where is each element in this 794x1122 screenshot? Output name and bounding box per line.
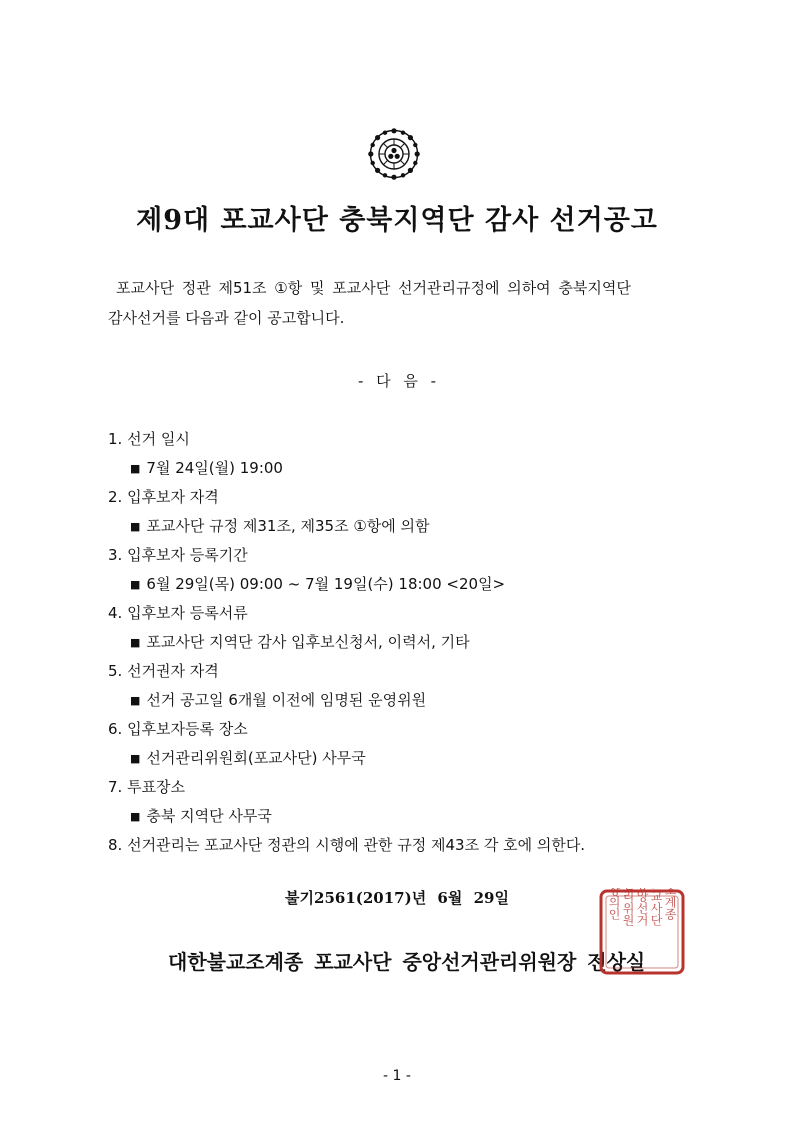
list-item (108, 425, 708, 483)
list-item (108, 483, 708, 541)
seal-text: 중앙선거 (635, 888, 649, 926)
seal-text: 조계종 (663, 888, 677, 920)
bullet-square-icon: ■ (130, 694, 141, 707)
item-heading: 2. 입후보자 자격 (108, 488, 219, 506)
list-item (108, 715, 708, 773)
item-detail (108, 802, 708, 831)
list-item (108, 657, 708, 715)
item-detail (108, 686, 708, 715)
item-detail (108, 628, 708, 657)
intro-line-1: 포교사단 정관 제51조 ①항 및 포교사단 선거관리규정에 의하여 충북지역단 (116, 279, 631, 297)
announcement-date: 불기2561(2017)년 6월 29일 (285, 889, 509, 907)
item-detail-text: 충북 지역단 사무국 (146, 807, 272, 825)
bullet-square-icon: ■ (130, 462, 141, 475)
item-detail-text: 포교사단 규정 제31조, 제35조 ①항에 의함 (146, 517, 430, 535)
page-number: - 1 - (383, 1068, 411, 1084)
item-heading: 7. 투표장소 (108, 778, 186, 796)
bullet-square-icon: ■ (130, 520, 141, 533)
intro-line-2: 감사선거를 다음과 같이 공고합니다. (108, 309, 345, 327)
item-heading: 3. 입후보자 등록기간 (108, 546, 248, 564)
item-detail-text: 포교사단 지역단 감사 입후보신청서, 이력서, 기타 (146, 633, 470, 651)
item-heading: 6. 입후보자등록 장소 (108, 720, 248, 738)
bullet-square-icon: ■ (130, 752, 141, 765)
item-detail (108, 570, 708, 599)
bullet-square-icon: ■ (130, 810, 141, 823)
intro-paragraph (108, 273, 698, 333)
election-items-list (108, 425, 708, 889)
document-title: 제9대 포교사단 충북지역단 감사 선거공고 (136, 205, 658, 236)
item-heading: 1. 선거 일시 (108, 430, 190, 448)
item-detail-text: 6월 29일(목) 09:00 ~ 7월 19일(수) 18:00 <20일> (146, 575, 506, 593)
organization-emblem-icon (368, 128, 420, 180)
list-item (108, 541, 708, 599)
seal-text: 장의인 (607, 888, 621, 920)
seal-text: 포교사단 (649, 888, 663, 926)
bullet-square-icon: ■ (130, 578, 141, 591)
list-item (108, 773, 708, 831)
item-detail (108, 744, 708, 773)
item-heading: 4. 입후보자 등록서류 (108, 604, 248, 622)
official-seal-icon (598, 888, 686, 976)
signature-line: 대한불교조계종 포교사단 중앙선거관리위원장 전상실 (168, 950, 646, 974)
list-item (108, 599, 708, 657)
item-detail (108, 454, 708, 483)
item-detail-text: 선거관리위원회(포교사단) 사무국 (146, 749, 366, 767)
item-detail (108, 512, 708, 541)
seal-text: 관리위원 (621, 888, 635, 926)
item-detail-text: 7월 24일(월) 19:00 (146, 459, 283, 477)
item-detail-text: 선거 공고일 6개월 이전에 임명된 운영위원 (146, 691, 427, 709)
list-item (108, 831, 708, 889)
item-heading: 5. 선거권자 자격 (108, 662, 219, 680)
bullet-square-icon: ■ (130, 636, 141, 649)
item-heading: 8. 선거관리는 포교사단 정관의 시행에 관한 규정 제43조 각 호에 의한다. (108, 836, 586, 854)
section-heading: - 다 음 - (357, 372, 437, 390)
